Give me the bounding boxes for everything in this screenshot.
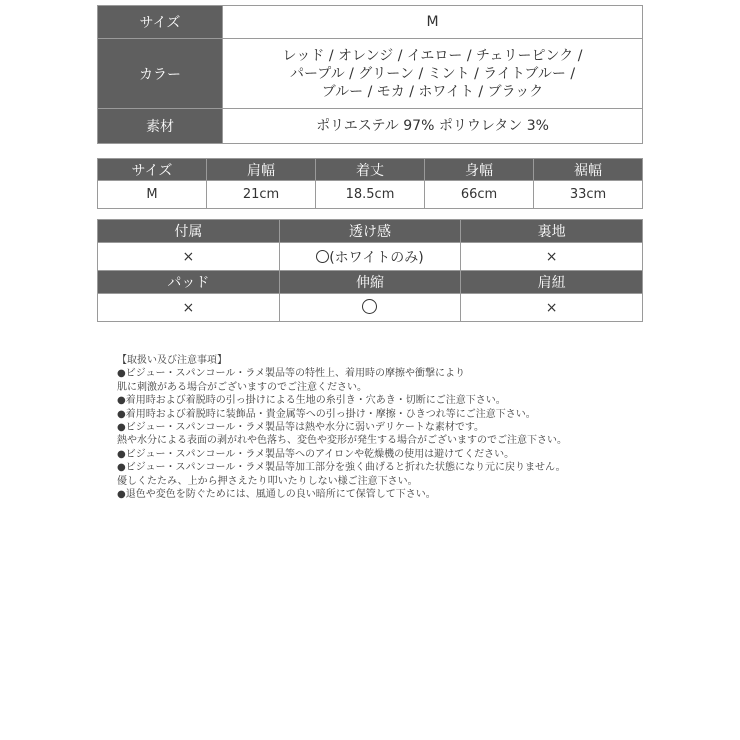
feature-stretch-value	[279, 294, 461, 322]
features-value-row-2	[98, 294, 643, 322]
care-note-line: ●着用時および着脱時に装飾品・貴金属等への引っ掛け・摩擦・ひきつれ等にご注意下さい。	[117, 408, 536, 420]
measure-header-body-width: 身幅	[425, 159, 534, 181]
care-note-line: ●ビジュー・スパンコール・ラメ製品等加工部分を強く曲げると折れた状態になり元に戻りません。	[117, 462, 566, 474]
measure-header-shoulder: 肩幅	[207, 159, 316, 181]
product-spec-table	[97, 5, 643, 144]
care-note-line: ●着用時および着脱時の引っ掛けによる生地の糸引き・穴あき・切断にご注意下さい。	[117, 395, 506, 407]
size-row	[98, 6, 643, 39]
features-header-row-2	[98, 271, 643, 294]
circle-mark-icon	[362, 299, 377, 314]
feature-header-sheerness: 透け感	[279, 220, 461, 243]
color-line: レッド / オレンジ / イエロー / チェリーピンク /	[282, 47, 583, 64]
size-label: サイズ	[98, 6, 223, 39]
measure-header-length: 着丈	[316, 159, 425, 181]
measure-size: M	[98, 181, 207, 209]
color-line: ブルー / モカ / ホワイト / ブラック	[321, 83, 544, 100]
measure-length: 18.5cm	[316, 181, 425, 209]
measure-header-size: サイズ	[98, 159, 207, 181]
measure-body-width: 66cm	[425, 181, 534, 209]
measure-header-hem-width: 裾幅	[534, 159, 643, 181]
sheerness-note: (ホワイトのみ)	[329, 249, 424, 266]
measure-shoulder: 21cm	[207, 181, 316, 209]
size-value: M	[223, 6, 643, 39]
care-note-line: ●ビジュー・スパンコール・ラメ製品等は熱や水分に弱いデリケートな素材です。	[117, 421, 485, 433]
feature-pad-value: ×	[98, 294, 280, 322]
measurement-table	[97, 158, 643, 209]
feature-accessory-value: ×	[98, 243, 280, 271]
feature-header-strap: 肩紐	[461, 271, 643, 294]
color-row	[98, 39, 643, 109]
feature-lining-value: ×	[461, 243, 643, 271]
care-note-line: 熱や水分による表面の剥がれや色落ち、変色や変形が発生する場合がございますのでご注意下さい。	[117, 435, 567, 447]
feature-header-accessory: 付属	[98, 220, 280, 243]
material-label: 素材	[98, 109, 223, 144]
care-note-line: ●退色や変色を防ぐためには、風通しの良い暗所にて保管して下さい。	[117, 488, 436, 500]
feature-header-pad: パッド	[98, 271, 280, 294]
circle-mark-icon	[316, 250, 329, 263]
measurement-row	[98, 181, 643, 209]
care-note-line: 優しくたたみ、上から押さえたり叩いたりしない様ご注意下さい。	[117, 475, 418, 487]
features-value-row-1	[98, 243, 643, 271]
features-table	[97, 219, 643, 322]
measurement-header-row	[98, 159, 643, 181]
features-header-row-1	[98, 220, 643, 243]
material-value: ポリエステル 97% ポリウレタン 3%	[223, 109, 643, 144]
care-note-line: ●ビジュー・スパンコール・ラメ製品等の特性上、着用時の摩擦や衝撃により	[117, 368, 466, 380]
color-value	[223, 39, 643, 109]
care-notes-heading: 【取扱い及び注意事項】	[117, 355, 227, 366]
care-notes	[117, 354, 637, 501]
color-line: パープル / グリーン / ミント / ライトブルー /	[289, 65, 576, 82]
care-note-line: ●ビジュー・スパンコール・ラメ製品等へのアイロンや乾燥機の使用は避けてください。	[117, 448, 515, 460]
feature-header-lining: 裏地	[461, 220, 643, 243]
measure-hem-width: 33cm	[534, 181, 643, 209]
feature-strap-value: ×	[461, 294, 643, 322]
material-row	[98, 109, 643, 144]
color-label: カラー	[98, 39, 223, 109]
feature-sheerness-value	[279, 243, 461, 271]
care-note-line: 肌に刺激がある場合がございますのでご注意ください。	[117, 381, 367, 393]
feature-header-stretch: 伸縮	[279, 271, 461, 294]
